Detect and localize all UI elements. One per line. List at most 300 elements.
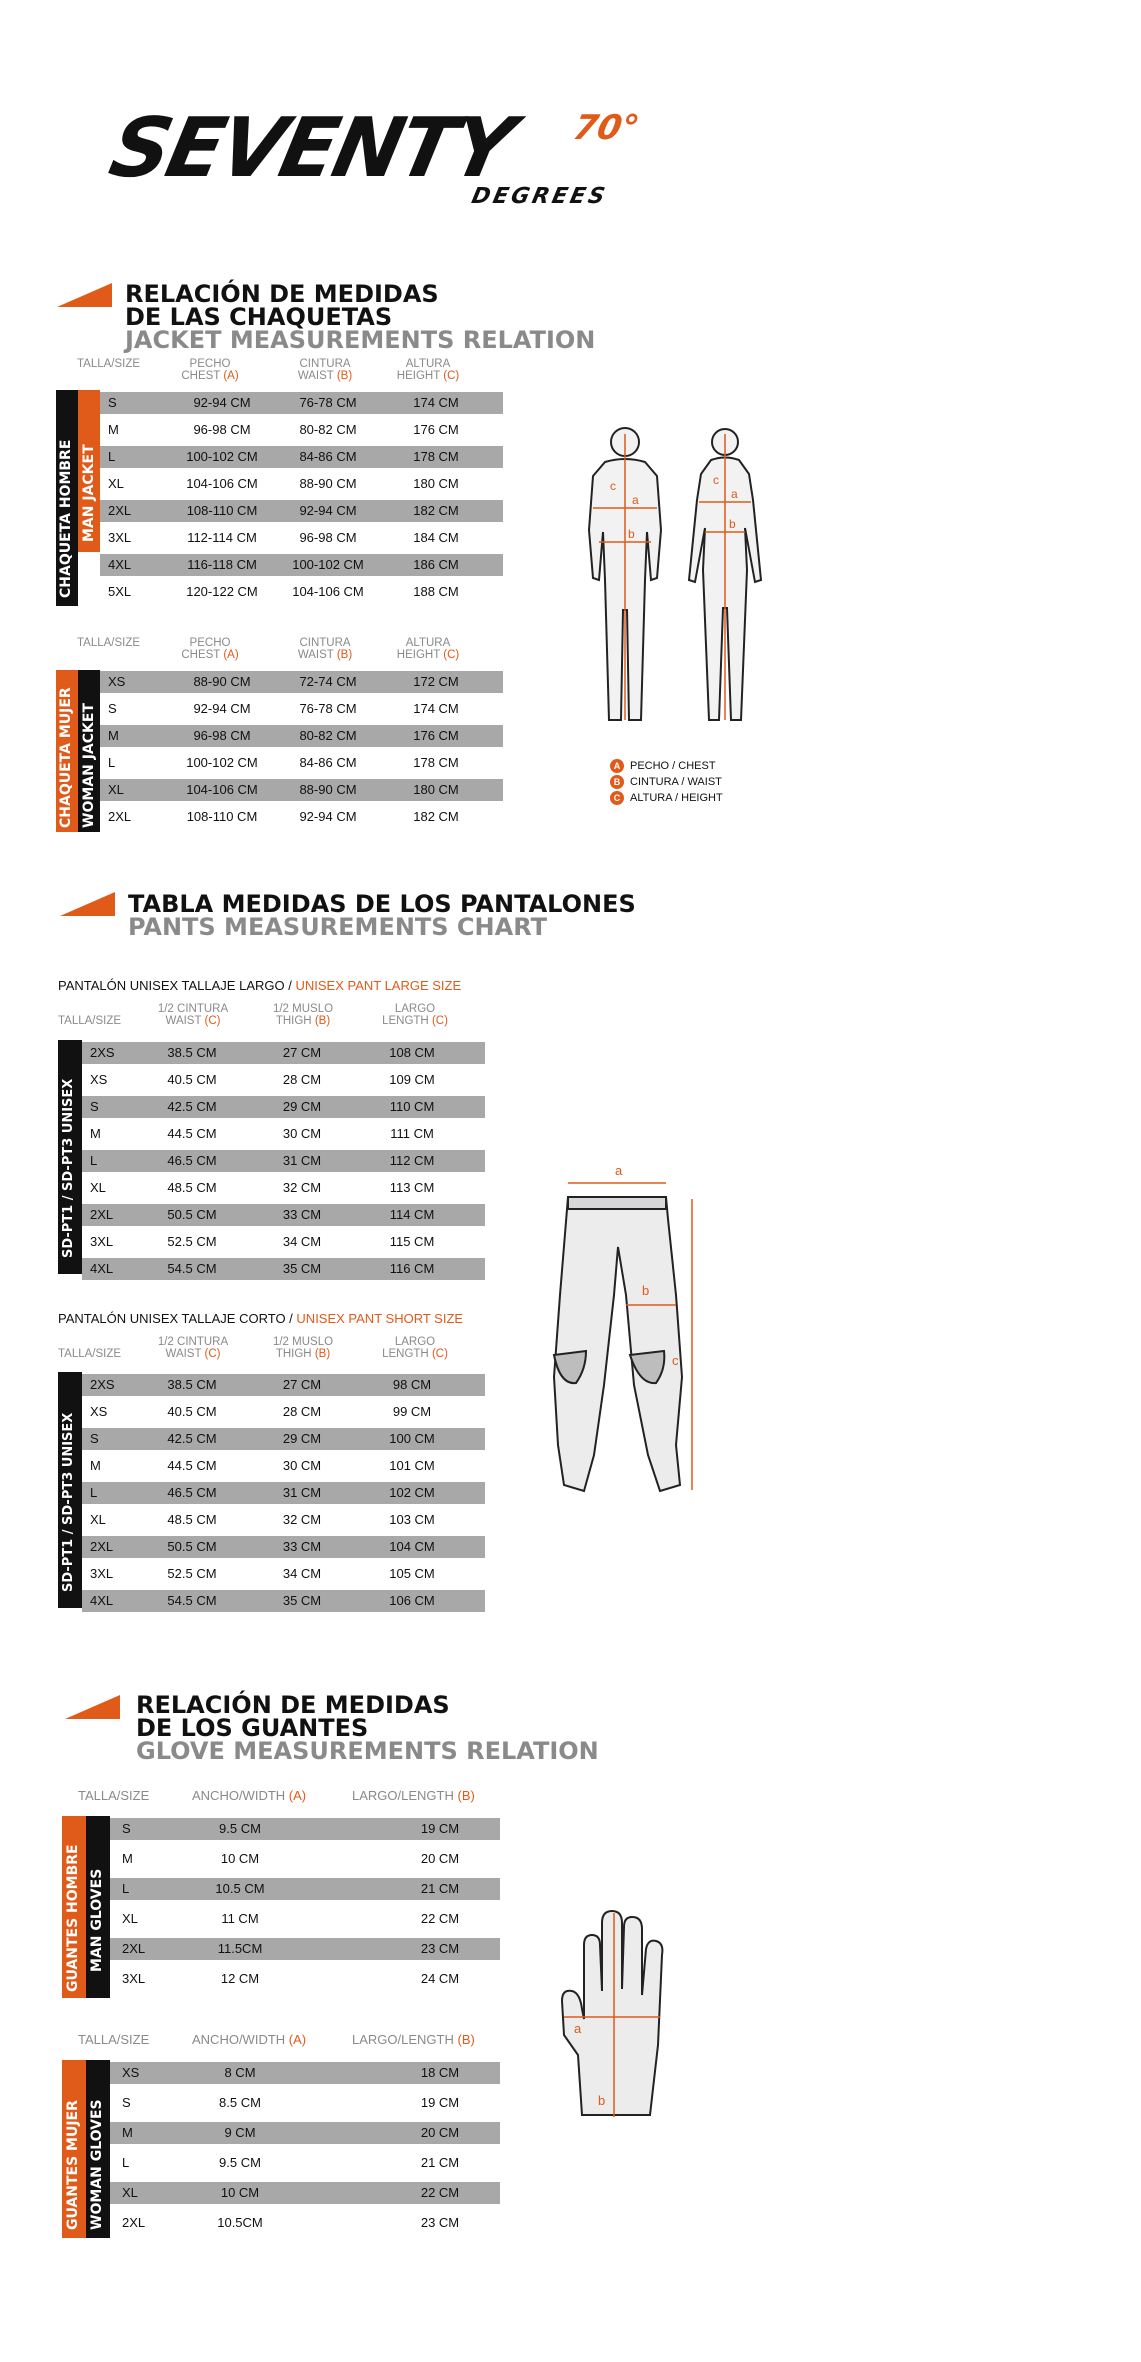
table-cell: 32 CM: [282, 1512, 322, 1527]
glove-title-es-2: DE LOS GUANTES: [136, 1714, 369, 1742]
woman-figure-label-b: b: [729, 517, 736, 531]
table-cell: 102 CM: [389, 1485, 435, 1500]
table-cell: 184 CM: [413, 530, 459, 545]
glove-man-width-header: [192, 1790, 306, 1802]
pants-large-bar: [58, 1040, 82, 1274]
pants-illustration: [530, 1155, 710, 1505]
table-cell: 12 CM: [220, 1971, 260, 1986]
jacket-title-es-1: RELACIÓN DE MEDIDAS: [125, 280, 439, 308]
pants-title-en: PANTS MEASUREMENTS CHART: [128, 913, 547, 941]
table-cell: 172 CM: [413, 674, 459, 689]
glove-woman-label-es: GUANTES MUJER: [65, 2100, 81, 2230]
legend-letter-badge: B: [610, 775, 624, 789]
table-cell: 54.5 CM: [167, 1261, 217, 1276]
table-row: [100, 527, 503, 549]
glove-woman-size-header: TALLA/SIZE: [78, 2032, 150, 2047]
thigh-letter: (B): [314, 1348, 331, 1360]
table-row: [100, 419, 503, 441]
length-header-es: LARGO: [394, 1003, 436, 1015]
jacket-man-bar-es: [56, 390, 78, 606]
pants-large-subtitle: [58, 978, 461, 993]
table-cell: 92-94 CM: [193, 701, 251, 716]
table-cell: 96-98 CM: [193, 422, 251, 437]
pants-title-es: TABLA MEDIDAS DE LOS PANTALONES: [128, 890, 636, 918]
legend-letter-badge: A: [610, 759, 624, 773]
glove-illustration: [560, 1905, 675, 2120]
waist-header-en: [148, 1348, 238, 1360]
table-row: [110, 1818, 500, 1840]
legend-text: CINTURA / WAIST: [630, 776, 722, 788]
table-cell: XS: [122, 2065, 140, 2080]
pants-short-subtitle: [58, 1311, 463, 1326]
jacket-man-chest-header: [170, 358, 250, 382]
glove-woman-label-en: WOMAN GLOVES: [89, 2099, 105, 2230]
pants-short-bar: [58, 1372, 82, 1608]
section-flag-icon: [60, 892, 115, 916]
legend-item: [610, 774, 723, 790]
table-cell: 28 CM: [282, 1404, 322, 1419]
table-cell: 76-78 CM: [299, 395, 357, 410]
waist-header-es: 1/2 CINTURA: [157, 1003, 229, 1015]
table-cell: S: [122, 1821, 131, 1836]
length-letter: (C): [431, 1015, 448, 1027]
length-header-es: LARGO: [394, 1336, 436, 1348]
table-cell: 98 CM: [392, 1377, 432, 1392]
jacket-woman-label-en: WOMAN JACKET: [81, 703, 97, 828]
pants-short-thigh-header: [258, 1336, 348, 1360]
pants-figure-label-c: c: [672, 1353, 679, 1368]
table-cell: 38.5 CM: [167, 1377, 217, 1392]
table-cell: 100-102 CM: [186, 449, 258, 464]
table-row: [82, 1482, 485, 1504]
table-row: [100, 554, 503, 576]
height-header-en: [388, 370, 468, 382]
table-row: [100, 500, 503, 522]
table-row: [100, 752, 503, 774]
logo-degrees-mark: 70°: [569, 108, 643, 148]
glove-title-es-1: RELACIÓN DE MEDIDAS: [136, 1691, 450, 1719]
table-cell: 3XL: [108, 530, 132, 545]
table-cell: 88-90 CM: [193, 674, 251, 689]
table-cell: 88-90 CM: [299, 782, 357, 797]
table-cell: 2XL: [90, 1207, 114, 1222]
jacket-man-label-en: MAN JACKET: [81, 444, 97, 542]
table-cell: 9.5 CM: [219, 1821, 261, 1836]
table-row: [110, 1968, 500, 1990]
table-cell: XS: [108, 674, 126, 689]
table-cell: 21 CM: [420, 1881, 460, 1896]
table-row: [100, 725, 503, 747]
table-cell: 20 CM: [420, 2125, 460, 2140]
table-cell: L: [122, 1881, 130, 1896]
waist-header-en: [148, 1015, 238, 1027]
table-row: [110, 2062, 500, 2084]
table-cell: 50.5 CM: [167, 1207, 217, 1222]
table-cell: 99 CM: [392, 1404, 432, 1419]
length-header-en: [370, 1015, 460, 1027]
table-row: [110, 2182, 500, 2204]
table-cell: XL: [108, 476, 124, 491]
table-cell: 44.5 CM: [167, 1458, 217, 1473]
table-cell: 44.5 CM: [167, 1126, 217, 1141]
chest-en: CHEST: [181, 370, 221, 382]
table-cell: 29 CM: [282, 1099, 322, 1114]
table-cell: 52.5 CM: [167, 1234, 217, 1249]
table-cell: 2XS: [90, 1045, 115, 1060]
table-cell: 108-110 CM: [186, 503, 258, 518]
thigh-en: THIGH: [275, 1348, 312, 1360]
table-row: [82, 1123, 485, 1145]
table-cell: 180 CM: [413, 476, 459, 491]
table-row: [82, 1536, 485, 1558]
glove-title-en: GLOVE MEASUREMENTS RELATION: [136, 1737, 599, 1765]
table-cell: 8 CM: [224, 2065, 256, 2080]
table-cell: 21 CM: [420, 2155, 460, 2170]
thigh-letter: (B): [314, 1015, 331, 1027]
table-cell: 38.5 CM: [167, 1045, 217, 1060]
pants-short-size-header: TALLA/SIZE: [58, 1348, 122, 1360]
length-letter: (B): [457, 1788, 475, 1803]
table-cell: 174 CM: [413, 395, 459, 410]
table-row: [110, 1848, 500, 1870]
table-cell: 42.5 CM: [167, 1431, 217, 1446]
table-cell: 20 CM: [420, 1851, 460, 1866]
table-cell: M: [108, 422, 119, 437]
table-cell: 2XL: [122, 1941, 146, 1956]
table-row: [110, 2152, 500, 2174]
table-cell: 178 CM: [413, 755, 459, 770]
thigh-header-en: [258, 1015, 348, 1027]
length-label: LARGO/LENGTH: [352, 1788, 454, 1803]
table-cell: 180 CM: [413, 782, 459, 797]
legend-item: [610, 790, 723, 806]
jacket-measure-legend: [610, 758, 723, 806]
section-flag-icon: [57, 283, 112, 307]
waist-en: WAIST: [297, 370, 334, 382]
table-cell: 104-106 CM: [186, 782, 258, 797]
man-figure-label-a: a: [632, 493, 639, 507]
pants-short-length-header: [370, 1336, 460, 1360]
table-cell: 35 CM: [282, 1593, 322, 1608]
table-cell: 110 CM: [389, 1099, 435, 1114]
jacket-title-en: JACKET MEASUREMENTS RELATION: [125, 326, 596, 354]
table-cell: 100-102 CM: [186, 755, 258, 770]
table-cell: XS: [90, 1404, 108, 1419]
table-cell: 174 CM: [413, 701, 459, 716]
width-letter: (A): [288, 1788, 307, 1803]
table-cell: 48.5 CM: [167, 1180, 217, 1195]
table-cell: 10 CM: [220, 2185, 260, 2200]
brand-logo: [102, 101, 643, 209]
length-label: LARGO/LENGTH: [352, 2032, 454, 2047]
table-cell: 76-78 CM: [299, 701, 357, 716]
table-cell: 84-86 CM: [299, 755, 357, 770]
table-cell: 100 CM: [389, 1431, 435, 1446]
table-cell: M: [122, 1851, 133, 1866]
chest-en: CHEST: [181, 649, 221, 661]
height-letter: (C): [443, 649, 460, 661]
table-row: [82, 1177, 485, 1199]
table-cell: 112-114 CM: [187, 530, 257, 545]
table-cell: 4XL: [108, 557, 132, 572]
table-cell: 111 CM: [390, 1126, 434, 1141]
table-row: [100, 806, 503, 828]
table-cell: 10.5CM: [217, 2215, 263, 2230]
waist-en: WAIST: [165, 1015, 202, 1027]
jacket-woman-bar-en: [78, 670, 100, 832]
thigh-header-es: 1/2 MUSLO: [272, 1003, 334, 1015]
table-row: [82, 1204, 485, 1226]
jacket-woman-size-header: TALLA/SIZE: [77, 637, 141, 649]
table-row: [82, 1455, 485, 1477]
glove-woman-width-header: [192, 2034, 306, 2046]
table-cell: S: [108, 395, 117, 410]
height-header-es: ALTURA: [405, 358, 451, 370]
table-cell: 176 CM: [413, 422, 459, 437]
table-cell: 3XL: [90, 1566, 114, 1581]
length-en: LENGTH: [382, 1348, 429, 1360]
table-row: [82, 1590, 485, 1612]
table-cell: 2XL: [108, 503, 132, 518]
table-cell: 96-98 CM: [299, 530, 357, 545]
logo-subtitle: DEGREES: [469, 184, 610, 209]
table-cell: 46.5 CM: [167, 1153, 217, 1168]
jacket-woman-height-header: [388, 637, 468, 661]
table-cell: 101 CM: [389, 1458, 435, 1473]
waist-letter: (B): [336, 370, 353, 382]
table-cell: XL: [122, 1911, 138, 1926]
table-cell: 182 CM: [413, 809, 459, 824]
table-cell: M: [108, 728, 119, 743]
table-cell: 33 CM: [282, 1207, 322, 1222]
glove-man-label-en: MAN GLOVES: [89, 1868, 105, 1972]
table-cell: 40.5 CM: [167, 1072, 217, 1087]
table-cell: 100-102 CM: [292, 557, 364, 572]
table-cell: 10 CM: [220, 1851, 260, 1866]
waist-header-es: 1/2 CINTURA: [157, 1336, 229, 1348]
jacket-woman-bar-es: [56, 670, 78, 832]
table-cell: 109 CM: [389, 1072, 435, 1087]
woman-figure-label-c: c: [713, 473, 719, 487]
table-cell: 103 CM: [389, 1512, 435, 1527]
glove-woman-bar-es: [62, 2060, 86, 2238]
jacket-title-es-2: DE LAS CHAQUETAS: [125, 303, 393, 331]
table-cell: 19 CM: [420, 2095, 460, 2110]
waist-en: WAIST: [297, 649, 334, 661]
table-cell: L: [108, 449, 116, 464]
table-cell: 23 CM: [420, 2215, 460, 2230]
table-cell: S: [108, 701, 117, 716]
glove-man-size-header: TALLA/SIZE: [78, 1788, 150, 1803]
waist-header-en: [285, 370, 365, 382]
table-row: [82, 1096, 485, 1118]
waist-header-en: [285, 649, 365, 661]
table-cell: 96-98 CM: [193, 728, 251, 743]
table-row: [100, 779, 503, 801]
table-cell: M: [122, 2125, 133, 2140]
pants-large-thigh-header: [258, 1003, 348, 1027]
table-cell: 105 CM: [389, 1566, 435, 1581]
table-cell: 88-90 CM: [299, 476, 357, 491]
table-cell: 4XL: [90, 1593, 114, 1608]
length-letter: (B): [457, 2032, 475, 2047]
table-cell: 186 CM: [413, 557, 459, 572]
jacket-man-bar-en: [78, 390, 100, 552]
table-cell: S: [122, 2095, 131, 2110]
jacket-man-size-header: TALLA/SIZE: [77, 358, 141, 370]
table-cell: 11.5CM: [217, 1941, 263, 1956]
pants-figure-label-a: a: [615, 1163, 623, 1178]
table-row: [110, 1908, 500, 1930]
section-flag-icon: [65, 1695, 120, 1719]
table-cell: 80-82 CM: [299, 728, 357, 743]
table-row: [82, 1428, 485, 1450]
table-cell: 116-118 CM: [187, 557, 257, 572]
waist-header-es: CINTURA: [299, 358, 351, 370]
table-cell: 24 CM: [420, 1971, 460, 1986]
pants-large-size-header: TALLA/SIZE: [58, 1015, 122, 1027]
width-label: ANCHO/WIDTH: [192, 1788, 286, 1803]
jacket-man-label-es: CHAQUETA HOMBRE: [58, 439, 74, 598]
legend-text: ALTURA / HEIGHT: [630, 792, 723, 804]
table-cell: 19 CM: [420, 1821, 460, 1836]
table-cell: 2XL: [108, 809, 132, 824]
chest-header-es: PECHO: [189, 637, 231, 649]
glove-man-bar-en: [86, 1816, 110, 1998]
table-cell: M: [90, 1458, 101, 1473]
table-cell: XL: [122, 2185, 138, 2200]
table-cell: S: [90, 1099, 99, 1114]
table-row: [100, 581, 503, 603]
table-cell: 92-94 CM: [299, 809, 357, 824]
table-row: [100, 698, 503, 720]
table-cell: 35 CM: [282, 1261, 322, 1276]
table-cell: 48.5 CM: [167, 1512, 217, 1527]
glove-figure-label-b: b: [598, 2093, 606, 2108]
logo-wordmark: SEVENTY: [102, 101, 520, 196]
table-cell: 10.5 CM: [215, 1881, 265, 1896]
table-cell: 2XS: [90, 1377, 115, 1392]
table-cell: 178 CM: [413, 449, 459, 464]
table-cell: 42.5 CM: [167, 1099, 217, 1114]
table-cell: 52.5 CM: [167, 1566, 217, 1581]
table-row: [100, 392, 503, 414]
table-row: [100, 473, 503, 495]
table-cell: 40.5 CM: [167, 1404, 217, 1419]
body-silhouettes-illustration: [565, 420, 795, 730]
height-letter: (C): [443, 370, 460, 382]
table-cell: 27 CM: [282, 1045, 322, 1060]
pants-short-label: SD-PT1 / SD-PT3 UNISEX: [61, 1412, 76, 1592]
table-cell: L: [90, 1153, 98, 1168]
table-cell: 2XL: [122, 2215, 146, 2230]
table-cell: 34 CM: [282, 1234, 322, 1249]
table-cell: 22 CM: [420, 1911, 460, 1926]
table-cell: 104 CM: [389, 1539, 435, 1554]
table-cell: 30 CM: [282, 1126, 322, 1141]
legend-item: [610, 758, 723, 774]
table-cell: XL: [90, 1512, 106, 1527]
table-cell: 112 CM: [389, 1153, 435, 1168]
width-label: ANCHO/WIDTH: [192, 2032, 286, 2047]
glove-figure-label-a: a: [574, 2021, 582, 2036]
table-cell: 115 CM: [389, 1234, 435, 1249]
thigh-header-en: [258, 1348, 348, 1360]
table-cell: 104-106 CM: [186, 476, 258, 491]
table-cell: 32 CM: [282, 1180, 322, 1195]
man-figure-label-c: c: [610, 479, 616, 493]
table-cell: M: [90, 1126, 101, 1141]
table-cell: L: [90, 1485, 98, 1500]
glove-man-length-header: [352, 1790, 475, 1802]
table-cell: 2XL: [90, 1539, 114, 1554]
table-cell: 188 CM: [413, 584, 459, 599]
waist-header-es: CINTURA: [299, 637, 351, 649]
table-cell: 108 CM: [389, 1045, 435, 1060]
table-row: [82, 1509, 485, 1531]
table-row: [100, 671, 503, 693]
woman-figure-label-a: a: [731, 487, 738, 501]
table-cell: XL: [108, 782, 124, 797]
table-cell: 5XL: [108, 584, 132, 599]
pants-short-subtitle-es: PANTALÓN UNISEX TALLAJE CORTO /: [58, 1311, 293, 1326]
table-cell: 3XL: [90, 1234, 114, 1249]
table-cell: 54.5 CM: [167, 1593, 217, 1608]
table-cell: 23 CM: [420, 1941, 460, 1956]
length-header-en: [370, 1348, 460, 1360]
table-cell: 108-110 CM: [186, 809, 258, 824]
pants-large-length-header: [370, 1003, 460, 1027]
pants-large-subtitle-es: PANTALÓN UNISEX TALLAJE LARGO /: [58, 978, 292, 993]
waist-letter: (C): [204, 1015, 221, 1027]
table-cell: L: [122, 2155, 130, 2170]
table-cell: 22 CM: [420, 2185, 460, 2200]
table-row: [100, 446, 503, 468]
jacket-woman-label-es: CHAQUETA MUJER: [58, 687, 74, 828]
chest-letter: (A): [223, 370, 239, 382]
table-cell: 113 CM: [389, 1180, 435, 1195]
pants-large-waist-header: [148, 1003, 238, 1027]
table-row: [82, 1563, 485, 1585]
table-cell: 30 CM: [282, 1458, 322, 1473]
table-cell: 50.5 CM: [167, 1539, 217, 1554]
glove-woman-length-header: [352, 2034, 475, 2046]
table-row: [110, 1878, 500, 1900]
table-cell: 92-94 CM: [299, 503, 357, 518]
chest-header-en: [170, 370, 250, 382]
table-cell: 27 CM: [282, 1377, 322, 1392]
pants-figure-label-b: b: [642, 1283, 650, 1298]
pants-short-waist-header: [148, 1336, 238, 1360]
table-cell: 106 CM: [389, 1593, 435, 1608]
table-row: [82, 1374, 485, 1396]
table-cell: 3XL: [122, 1971, 146, 1986]
length-letter: (C): [431, 1348, 448, 1360]
table-cell: 34 CM: [282, 1566, 322, 1581]
table-cell: 72-74 CM: [299, 674, 357, 689]
waist-en: WAIST: [165, 1348, 202, 1360]
height-en: HEIGHT: [396, 370, 441, 382]
table-cell: 84-86 CM: [299, 449, 357, 464]
table-cell: 11 CM: [221, 1911, 259, 1926]
table-cell: 104-106 CM: [292, 584, 364, 599]
waist-letter: (B): [336, 649, 353, 661]
table-row: [110, 2092, 500, 2114]
table-cell: 182 CM: [413, 503, 459, 518]
table-row: [82, 1401, 485, 1423]
table-cell: 28 CM: [282, 1072, 322, 1087]
table-cell: 9 CM: [224, 2125, 256, 2140]
